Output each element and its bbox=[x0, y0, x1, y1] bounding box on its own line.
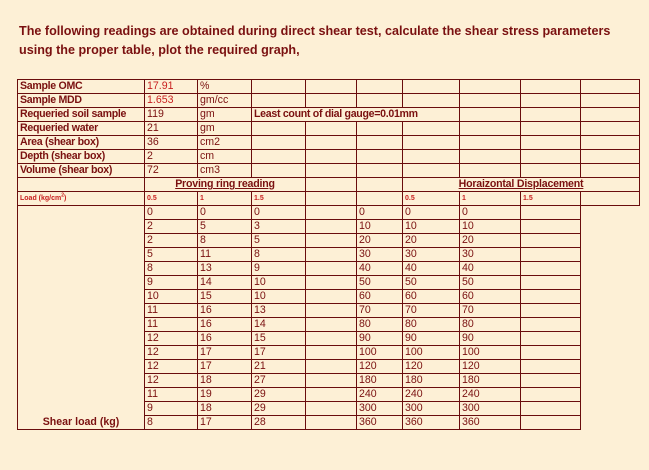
load-value: 1.5 bbox=[252, 192, 306, 206]
empty-cell bbox=[403, 150, 460, 164]
property-label: Sample OMC bbox=[18, 80, 145, 94]
displacement-reading: 300 bbox=[403, 402, 460, 416]
property-unit: cm3 bbox=[198, 164, 252, 178]
proving-reading: 0 bbox=[145, 206, 198, 220]
proving-reading: 19 bbox=[198, 388, 252, 402]
displacement-reading: 10 bbox=[357, 220, 403, 234]
empty-cell bbox=[581, 164, 640, 178]
proving-reading: 0 bbox=[198, 206, 252, 220]
proving-reading: 5 bbox=[145, 248, 198, 262]
empty-cell bbox=[306, 150, 357, 164]
empty-cell bbox=[306, 178, 357, 192]
displacement-reading: 10 bbox=[460, 220, 521, 234]
displacement-reading: 360 bbox=[403, 416, 460, 430]
proving-reading: 9 bbox=[145, 402, 198, 416]
property-row bbox=[18, 80, 640, 94]
proving-reading: 0 bbox=[252, 206, 306, 220]
proving-reading: 16 bbox=[198, 304, 252, 318]
displacement-reading: 240 bbox=[460, 388, 521, 402]
property-row bbox=[18, 150, 640, 164]
empty-cell bbox=[306, 374, 357, 388]
empty-cell bbox=[521, 248, 581, 262]
empty-cell bbox=[306, 206, 357, 220]
empty-cell bbox=[306, 346, 357, 360]
proving-reading: 10 bbox=[252, 290, 306, 304]
displacement-reading: 70 bbox=[460, 304, 521, 318]
displacement-reading: 70 bbox=[403, 304, 460, 318]
proving-reading: 11 bbox=[145, 318, 198, 332]
displacement-reading: 50 bbox=[460, 276, 521, 290]
empty-cell bbox=[521, 360, 581, 374]
proving-reading: 8 bbox=[252, 248, 306, 262]
empty-cell bbox=[521, 80, 581, 94]
empty-cell bbox=[581, 136, 640, 150]
displacement-reading: 120 bbox=[403, 360, 460, 374]
displacement-reading: 180 bbox=[357, 374, 403, 388]
proving-reading: 29 bbox=[252, 388, 306, 402]
displacement-reading: 50 bbox=[357, 276, 403, 290]
displacement-reading: 90 bbox=[357, 332, 403, 346]
proving-reading: 14 bbox=[198, 276, 252, 290]
least-count-note: Least count of dial gauge=0.01mm bbox=[252, 108, 460, 122]
displacement-reading: 20 bbox=[403, 234, 460, 248]
displacement-reading: 0 bbox=[357, 206, 403, 220]
empty-cell bbox=[252, 80, 306, 94]
empty-cell bbox=[252, 136, 306, 150]
proving-reading: 17 bbox=[198, 416, 252, 430]
property-value: 72 bbox=[145, 164, 198, 178]
property-row bbox=[18, 164, 640, 178]
empty-cell bbox=[357, 94, 403, 108]
empty-cell bbox=[357, 192, 403, 206]
property-value: 36 bbox=[145, 136, 198, 150]
proving-reading: 15 bbox=[198, 290, 252, 304]
displacement-reading: 80 bbox=[357, 318, 403, 332]
empty-cell bbox=[306, 262, 357, 276]
empty-cell bbox=[306, 234, 357, 248]
proving-reading: 12 bbox=[145, 346, 198, 360]
proving-reading: 17 bbox=[198, 346, 252, 360]
empty-cell bbox=[521, 318, 581, 332]
displacement-reading: 30 bbox=[357, 248, 403, 262]
displacement-reading: 10 bbox=[403, 220, 460, 234]
property-unit: % bbox=[198, 80, 252, 94]
empty-cell bbox=[581, 80, 640, 94]
empty-cell bbox=[252, 122, 306, 136]
problem-statement: The following readings are obtained during direct shear test, calculate the shear stress parameters using the proper table, plot the required graph, bbox=[19, 24, 611, 57]
empty-cell bbox=[306, 248, 357, 262]
empty-cell bbox=[306, 80, 357, 94]
proving-reading: 17 bbox=[198, 360, 252, 374]
empty-cell bbox=[403, 136, 460, 150]
property-unit: cm bbox=[198, 150, 252, 164]
empty-cell bbox=[306, 220, 357, 234]
empty-cell bbox=[357, 178, 403, 192]
proving-reading: 12 bbox=[145, 332, 198, 346]
displacement-reading: 60 bbox=[460, 290, 521, 304]
proving-reading: 15 bbox=[252, 332, 306, 346]
load-value: 1 bbox=[198, 192, 252, 206]
empty-cell bbox=[306, 402, 357, 416]
displacement-reading: 100 bbox=[460, 346, 521, 360]
empty-cell bbox=[521, 276, 581, 290]
empty-cell bbox=[521, 94, 581, 108]
property-unit: gm bbox=[198, 122, 252, 136]
proving-reading: 11 bbox=[145, 304, 198, 318]
proving-ring-header: Proving ring reading bbox=[145, 178, 306, 192]
proving-reading: 11 bbox=[145, 388, 198, 402]
empty-cell bbox=[306, 192, 357, 206]
empty-cell bbox=[521, 206, 581, 220]
property-row bbox=[18, 108, 640, 122]
empty-cell bbox=[306, 94, 357, 108]
empty-cell bbox=[403, 94, 460, 108]
empty-cell bbox=[460, 108, 521, 122]
empty-cell bbox=[581, 122, 640, 136]
empty-cell bbox=[306, 122, 357, 136]
displacement-reading: 300 bbox=[357, 402, 403, 416]
empty-cell bbox=[306, 304, 357, 318]
load-value: 1 bbox=[460, 192, 521, 206]
empty-cell bbox=[460, 150, 521, 164]
empty-cell bbox=[306, 416, 357, 430]
empty-cell bbox=[252, 164, 306, 178]
displacement-reading: 80 bbox=[403, 318, 460, 332]
displacement-reading: 240 bbox=[403, 388, 460, 402]
proving-reading: 16 bbox=[198, 318, 252, 332]
proving-reading: 10 bbox=[145, 290, 198, 304]
proving-reading: 18 bbox=[198, 374, 252, 388]
empty-cell bbox=[521, 122, 581, 136]
property-label: Volume (shear box) bbox=[18, 164, 145, 178]
empty-cell bbox=[460, 80, 521, 94]
displacement-reading: 240 bbox=[357, 388, 403, 402]
empty-cell bbox=[306, 360, 357, 374]
property-value: 21 bbox=[145, 122, 198, 136]
empty-cell bbox=[581, 94, 640, 108]
displacement-reading: 30 bbox=[460, 248, 521, 262]
empty-cell bbox=[357, 164, 403, 178]
displacement-reading: 70 bbox=[357, 304, 403, 318]
empty-cell bbox=[521, 164, 581, 178]
empty-cell bbox=[252, 94, 306, 108]
property-row bbox=[18, 94, 640, 108]
proving-reading: 13 bbox=[252, 304, 306, 318]
proving-reading: 21 bbox=[252, 360, 306, 374]
load-header-sup: 2 bbox=[61, 192, 65, 199]
proving-reading: 27 bbox=[252, 374, 306, 388]
data-sheet bbox=[17, 79, 640, 430]
empty-cell bbox=[521, 416, 581, 430]
empty-cell bbox=[357, 136, 403, 150]
group-header-row bbox=[18, 178, 640, 192]
proving-reading: 12 bbox=[145, 374, 198, 388]
displacement-reading: 20 bbox=[460, 234, 521, 248]
property-label: Area (shear box) bbox=[18, 136, 145, 150]
proving-reading: 8 bbox=[145, 262, 198, 276]
proving-reading: 9 bbox=[145, 276, 198, 290]
empty-cell bbox=[306, 290, 357, 304]
empty-cell bbox=[357, 122, 403, 136]
empty-cell bbox=[521, 346, 581, 360]
empty-cell bbox=[521, 108, 581, 122]
proving-reading: 18 bbox=[198, 402, 252, 416]
displacement-reading: 0 bbox=[403, 206, 460, 220]
displacement-reading: 300 bbox=[460, 402, 521, 416]
displacement-reading: 40 bbox=[403, 262, 460, 276]
proving-reading: 9 bbox=[252, 262, 306, 276]
displacement-reading: 60 bbox=[357, 290, 403, 304]
displacement-reading: 20 bbox=[357, 234, 403, 248]
property-unit: gm bbox=[198, 108, 252, 122]
displacement-reading: 0 bbox=[460, 206, 521, 220]
empty-cell bbox=[581, 108, 640, 122]
displacement-reading: 120 bbox=[357, 360, 403, 374]
load-value: 0.5 bbox=[145, 192, 198, 206]
empty-cell bbox=[521, 332, 581, 346]
empty-cell bbox=[460, 94, 521, 108]
load-value: 1.5 bbox=[521, 192, 581, 206]
empty-cell bbox=[306, 332, 357, 346]
property-value: 1.653 bbox=[145, 94, 198, 108]
proving-reading: 12 bbox=[145, 360, 198, 374]
empty-cell bbox=[403, 80, 460, 94]
empty-cell bbox=[521, 290, 581, 304]
empty-cell bbox=[521, 150, 581, 164]
empty-cell bbox=[521, 374, 581, 388]
empty-cell bbox=[357, 150, 403, 164]
proving-reading: 14 bbox=[252, 318, 306, 332]
proving-reading: 5 bbox=[198, 220, 252, 234]
property-unit: cm2 bbox=[198, 136, 252, 150]
property-value: 2 bbox=[145, 150, 198, 164]
horizontal-displacement-header: Horaizontal Displacement bbox=[403, 178, 640, 192]
proving-reading: 11 bbox=[198, 248, 252, 262]
property-value: 17.91 bbox=[145, 80, 198, 94]
proving-reading: 29 bbox=[252, 402, 306, 416]
empty-cell bbox=[306, 276, 357, 290]
load-row bbox=[18, 192, 640, 206]
empty-cell bbox=[521, 402, 581, 416]
proving-reading: 16 bbox=[198, 332, 252, 346]
proving-reading: 3 bbox=[252, 220, 306, 234]
empty-cell bbox=[521, 136, 581, 150]
shear-load-label: Shear load (kg) bbox=[18, 206, 145, 430]
proving-reading: 10 bbox=[252, 276, 306, 290]
displacement-reading: 60 bbox=[403, 290, 460, 304]
displacement-reading: 30 bbox=[403, 248, 460, 262]
proving-reading: 8 bbox=[198, 234, 252, 248]
empty-cell bbox=[521, 234, 581, 248]
empty-cell bbox=[252, 150, 306, 164]
load-header-label: Load (kg/cm bbox=[20, 195, 62, 202]
empty-cell bbox=[306, 388, 357, 402]
displacement-reading: 360 bbox=[357, 416, 403, 430]
empty-cell bbox=[521, 262, 581, 276]
reading-row bbox=[18, 206, 640, 220]
property-unit: gm/cc bbox=[198, 94, 252, 108]
empty-cell bbox=[521, 388, 581, 402]
displacement-reading: 90 bbox=[460, 332, 521, 346]
property-row bbox=[18, 122, 640, 136]
empty-cell bbox=[403, 164, 460, 178]
empty-cell bbox=[581, 192, 640, 206]
displacement-reading: 360 bbox=[460, 416, 521, 430]
displacement-reading: 80 bbox=[460, 318, 521, 332]
empty-cell bbox=[306, 164, 357, 178]
empty-cell bbox=[581, 150, 640, 164]
empty-cell bbox=[521, 220, 581, 234]
displacement-reading: 40 bbox=[357, 262, 403, 276]
empty-cell bbox=[521, 304, 581, 318]
displacement-reading: 90 bbox=[403, 332, 460, 346]
property-row bbox=[18, 136, 640, 150]
property-label: Requeried water bbox=[18, 122, 145, 136]
displacement-reading: 180 bbox=[460, 374, 521, 388]
displacement-reading: 100 bbox=[357, 346, 403, 360]
displacement-reading: 50 bbox=[403, 276, 460, 290]
empty-cell bbox=[18, 178, 145, 192]
empty-cell bbox=[460, 164, 521, 178]
proving-reading: 8 bbox=[145, 416, 198, 430]
empty-cell bbox=[306, 318, 357, 332]
proving-reading: 28 bbox=[252, 416, 306, 430]
displacement-reading: 40 bbox=[460, 262, 521, 276]
empty-cell bbox=[460, 136, 521, 150]
displacement-reading: 180 bbox=[403, 374, 460, 388]
proving-reading: 17 bbox=[252, 346, 306, 360]
empty-cell bbox=[357, 80, 403, 94]
proving-reading: 2 bbox=[145, 234, 198, 248]
property-label: Depth (shear box) bbox=[18, 150, 145, 164]
displacement-reading: 120 bbox=[460, 360, 521, 374]
proving-reading: 2 bbox=[145, 220, 198, 234]
empty-cell bbox=[403, 122, 460, 136]
property-value: 119 bbox=[145, 108, 198, 122]
load-value: 0.5 bbox=[403, 192, 460, 206]
load-header-suffix: ) bbox=[64, 195, 67, 202]
displacement-reading: 100 bbox=[403, 346, 460, 360]
proving-reading: 13 bbox=[198, 262, 252, 276]
property-label: Sample MDD bbox=[18, 94, 145, 108]
proving-reading: 5 bbox=[252, 234, 306, 248]
empty-cell bbox=[460, 122, 521, 136]
empty-cell bbox=[306, 136, 357, 150]
load-header bbox=[18, 192, 145, 206]
property-label: Requeried soil sample bbox=[18, 108, 145, 122]
